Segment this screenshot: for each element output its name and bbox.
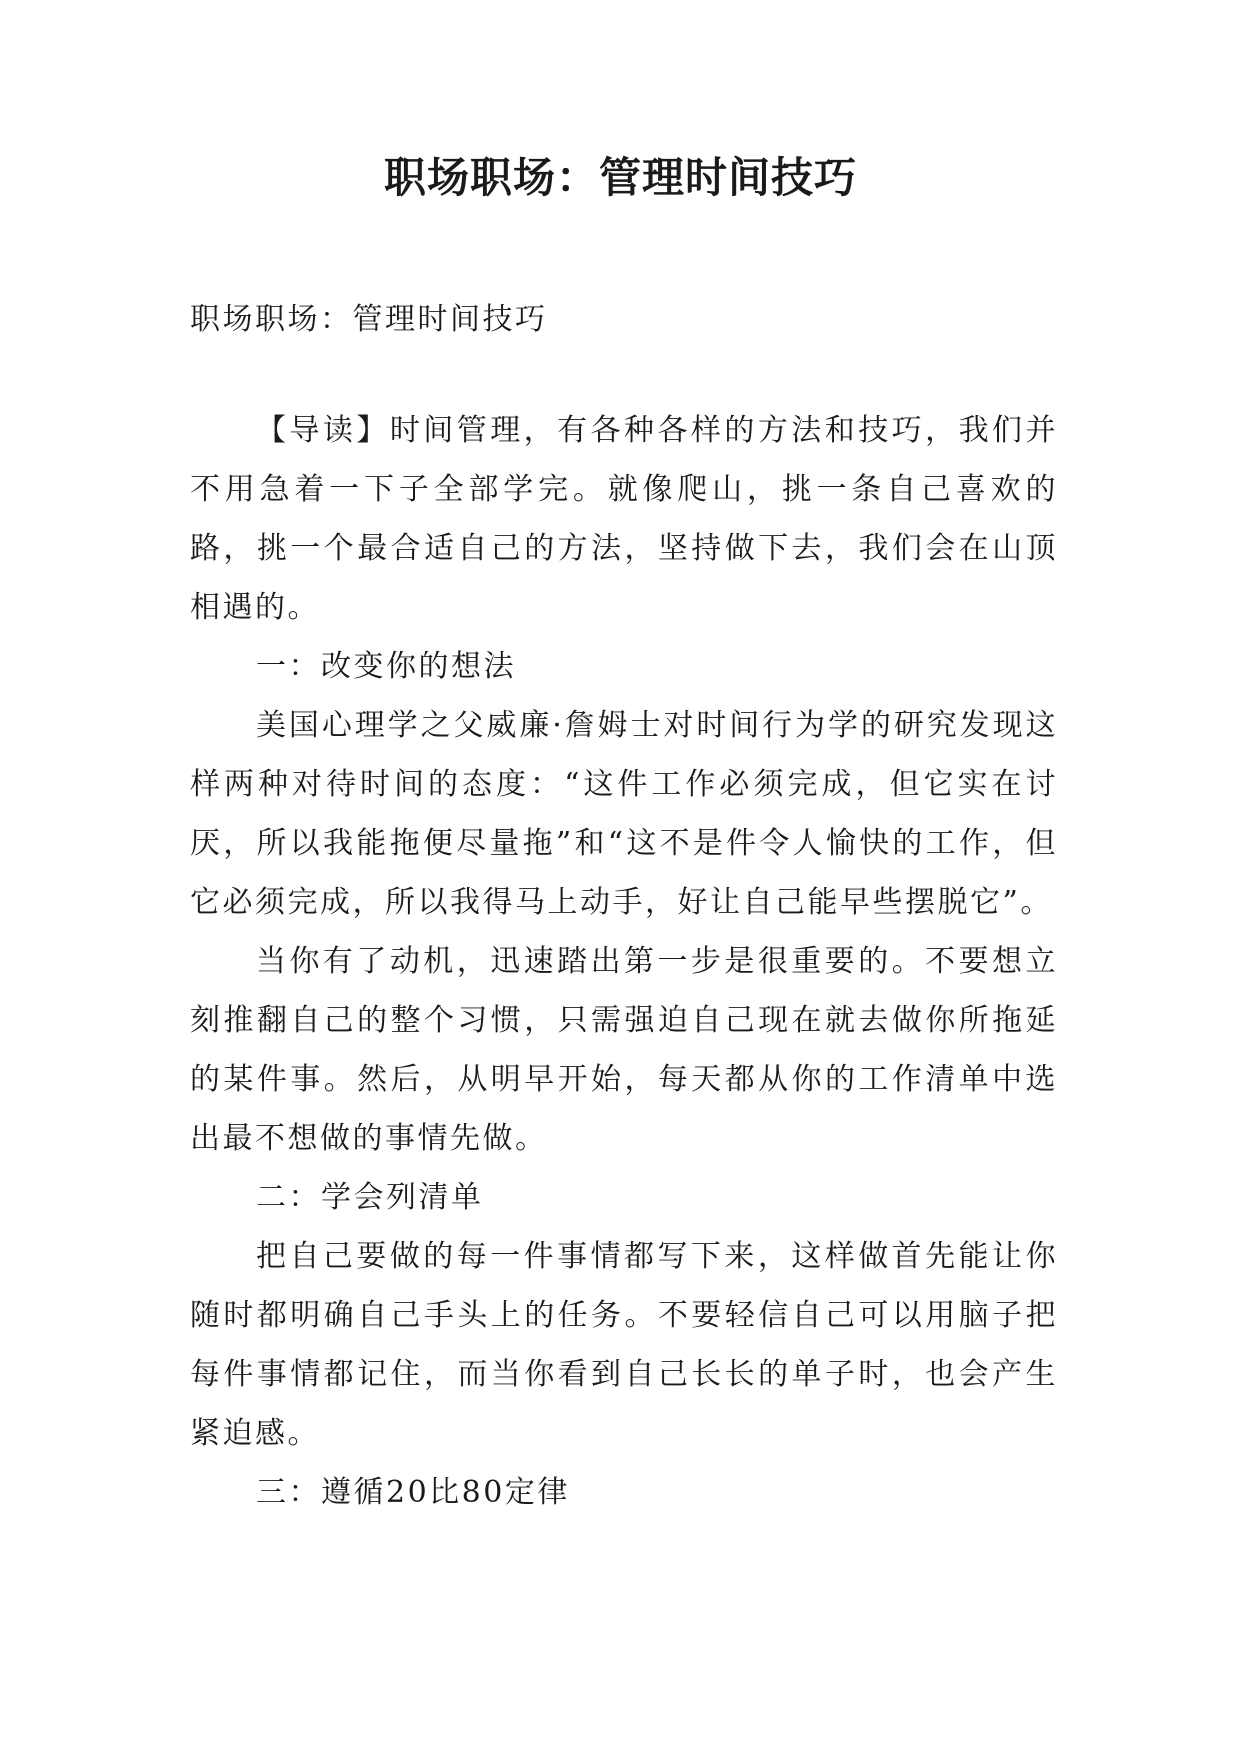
body-paragraph: 当你有了动机，迅速踏出第一步是很重要的。不要想立刻推翻自己的整个习惯，只需强迫自己现在就去做你所拖延的某件事。然后，从明早开始，每天都从你的工作清单中选出最不想做的事情先做。 bbox=[190, 944, 1058, 1156]
section-heading-1: 一：改变你的想法 bbox=[256, 649, 516, 684]
section-heading-3: 三：遵循20比80定律 bbox=[256, 1475, 570, 1510]
body-paragraph: 把自己要做的每一件事情都写下来，这样做首先能让你随时都明确自己手头上的任务。不要轻信自己可以用脑子把每件事情都记住，而当你看到自己长长的单子时，也会产生紧迫感。 bbox=[190, 1239, 1058, 1451]
intro-paragraph: 【导读】时间管理，有各种各样的方法和技巧，我们并不用急着一下子全部学完。就像爬山，挑一条自己喜欢的路，挑一个最合适自己的方法，坚持做下去，我们会在山顶相遇的。 bbox=[190, 413, 1058, 625]
document-title: 职场职场：管理时间技巧 bbox=[383, 153, 857, 202]
document-body bbox=[190, 290, 1058, 1522]
body-paragraph: 美国心理学之父威廉·詹姆士对时间行为学的研究发现这样两种对待时间的态度：“这件工作必须完成，但它实在讨厌，所以我能拖便尽量拖”和“这不是件令人愉快的工作，但它必须完成，所以我得马上动手，好让自己能早些摆脱它”。 bbox=[190, 708, 1058, 920]
section-heading-2: 二：学会列清单 bbox=[256, 1180, 484, 1215]
document-subtitle: 职场职场：管理时间技巧 bbox=[190, 302, 548, 337]
